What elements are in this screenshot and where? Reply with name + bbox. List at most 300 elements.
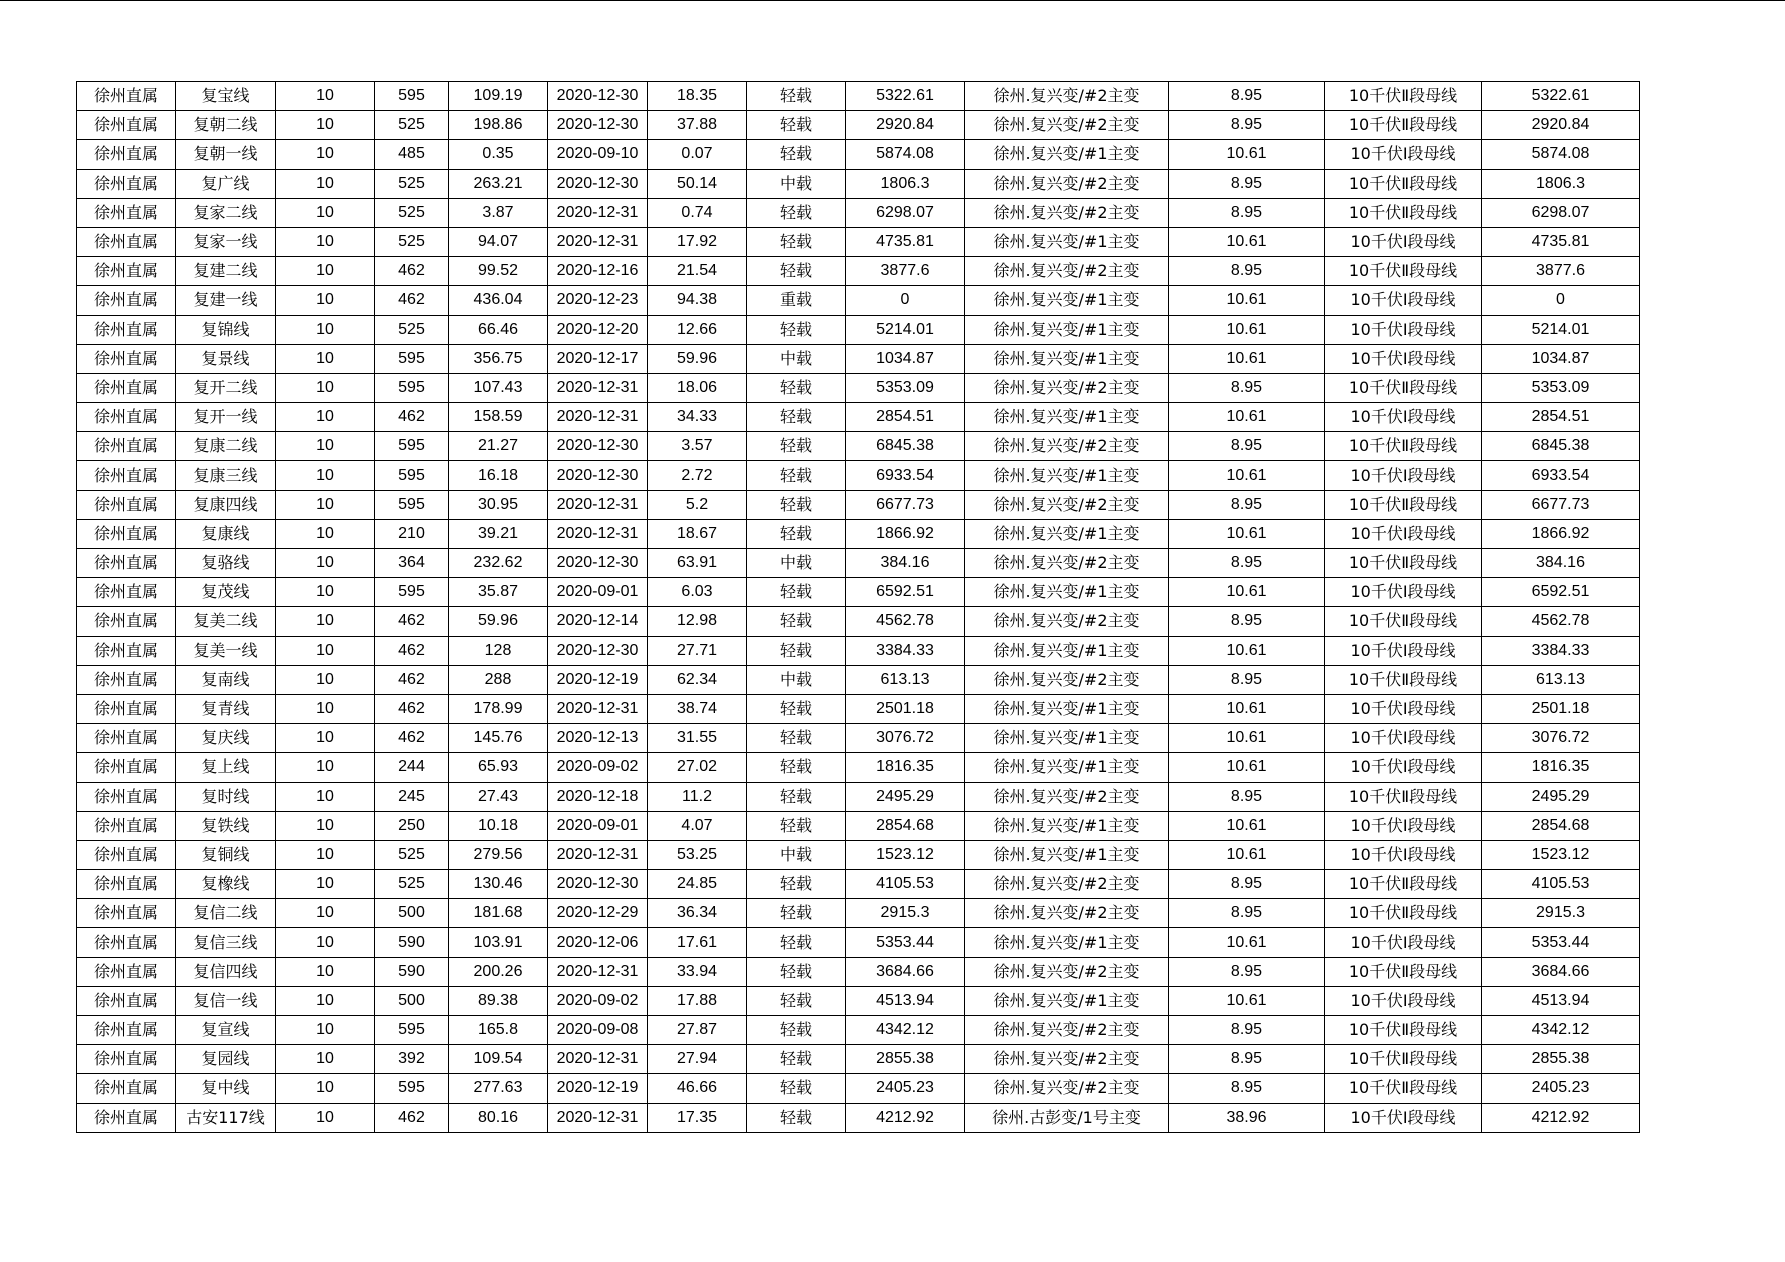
load-status-cell: 轻载 (747, 403, 846, 432)
available-capacity-cell: 2854.68 (846, 811, 965, 840)
voltage-cell: 10 (276, 986, 375, 1015)
unit-cell: 徐州直属 (77, 169, 176, 198)
load-rate-cell: 59.96 (648, 344, 747, 373)
transformer-load-cell: 8.95 (1169, 111, 1325, 140)
rated-current-cell: 525 (375, 111, 449, 140)
line-name-cell: 复信三线 (176, 928, 276, 957)
load-status-cell: 轻载 (747, 578, 846, 607)
busbar-cell: 10千伏Ⅰ段母线 (1325, 636, 1482, 665)
max-current-cell: 94.07 (449, 227, 548, 256)
transformer-cell: 徐州.古彭变/1号主变 (965, 1103, 1169, 1132)
max-current-cell: 288 (449, 665, 548, 694)
voltage-cell: 10 (276, 724, 375, 753)
available-capacity-cell: 2501.18 (846, 694, 965, 723)
transformer-load-cell: 8.95 (1169, 432, 1325, 461)
available-capacity-cell: 5214.01 (846, 315, 965, 344)
date-cell: 2020-12-30 (548, 870, 648, 899)
busbar-cell: 10千伏Ⅱ段母线 (1325, 549, 1482, 578)
busbar-cell: 10千伏Ⅱ段母线 (1325, 82, 1482, 111)
line-name-cell: 复康线 (176, 519, 276, 548)
capacity-cell: 3384.33 (1482, 636, 1640, 665)
busbar-cell: 10千伏Ⅱ段母线 (1325, 432, 1482, 461)
transformer-load-cell: 10.61 (1169, 344, 1325, 373)
capacity-cell: 6298.07 (1482, 198, 1640, 227)
load-status-cell: 轻载 (747, 1045, 846, 1074)
load-status-cell: 轻载 (747, 461, 846, 490)
date-cell: 2020-12-31 (548, 694, 648, 723)
busbar-cell: 10千伏Ⅱ段母线 (1325, 957, 1482, 986)
table-row (77, 986, 1640, 1015)
table-row (77, 782, 1640, 811)
load-status-cell: 轻载 (747, 870, 846, 899)
transformer-cell: 徐州.复兴变/#1主变 (965, 986, 1169, 1015)
date-cell: 2020-12-31 (548, 957, 648, 986)
available-capacity-cell: 3384.33 (846, 636, 965, 665)
transformer-load-cell: 10.61 (1169, 519, 1325, 548)
line-name-cell: 复庆线 (176, 724, 276, 753)
voltage-cell: 10 (276, 665, 375, 694)
date-cell: 2020-12-30 (548, 111, 648, 140)
voltage-cell: 10 (276, 198, 375, 227)
line-name-cell: 复锦线 (176, 315, 276, 344)
line-name-cell: 复康二线 (176, 432, 276, 461)
load-rate-cell: 27.02 (648, 753, 747, 782)
busbar-cell: 10千伏Ⅰ段母线 (1325, 724, 1482, 753)
voltage-cell: 10 (276, 694, 375, 723)
load-rate-cell: 53.25 (648, 840, 747, 869)
available-capacity-cell: 2495.29 (846, 782, 965, 811)
transformer-cell: 徐州.复兴变/#1主变 (965, 140, 1169, 169)
table-row (77, 957, 1640, 986)
capacity-cell: 2405.23 (1482, 1074, 1640, 1103)
available-capacity-cell: 2854.51 (846, 403, 965, 432)
transformer-load-cell: 10.61 (1169, 724, 1325, 753)
table-row (77, 198, 1640, 227)
busbar-cell: 10千伏Ⅰ段母线 (1325, 286, 1482, 315)
line-name-cell: 复上线 (176, 753, 276, 782)
load-status-cell: 轻载 (747, 257, 846, 286)
load-rate-cell: 24.85 (648, 870, 747, 899)
max-current-cell: 89.38 (449, 986, 548, 1015)
line-name-cell: 复美一线 (176, 636, 276, 665)
rated-current-cell: 525 (375, 198, 449, 227)
unit-cell: 徐州直属 (77, 753, 176, 782)
busbar-cell: 10千伏Ⅰ段母线 (1325, 227, 1482, 256)
capacity-cell: 1034.87 (1482, 344, 1640, 373)
rated-current-cell: 500 (375, 899, 449, 928)
rated-current-cell: 462 (375, 403, 449, 432)
max-current-cell: 109.54 (449, 1045, 548, 1074)
table-row (77, 111, 1640, 140)
unit-cell: 徐州直属 (77, 519, 176, 548)
rated-current-cell: 525 (375, 169, 449, 198)
voltage-cell: 10 (276, 227, 375, 256)
line-name-cell: 复建二线 (176, 257, 276, 286)
load-status-cell: 轻载 (747, 986, 846, 1015)
transformer-load-cell: 10.61 (1169, 578, 1325, 607)
available-capacity-cell: 1866.92 (846, 519, 965, 548)
capacity-cell: 3684.66 (1482, 957, 1640, 986)
rated-current-cell: 590 (375, 957, 449, 986)
table-row (77, 1016, 1640, 1045)
unit-cell: 徐州直属 (77, 840, 176, 869)
busbar-cell: 10千伏Ⅱ段母线 (1325, 870, 1482, 899)
transformer-load-cell: 8.95 (1169, 257, 1325, 286)
page-top-rule (0, 0, 1785, 1)
load-status-cell: 轻载 (747, 140, 846, 169)
load-status-cell: 轻载 (747, 753, 846, 782)
busbar-cell: 10千伏Ⅰ段母线 (1325, 140, 1482, 169)
rated-current-cell: 364 (375, 549, 449, 578)
table-row (77, 694, 1640, 723)
table-row (77, 549, 1640, 578)
capacity-cell: 6592.51 (1482, 578, 1640, 607)
capacity-cell: 5322.61 (1482, 82, 1640, 111)
load-rate-cell: 33.94 (648, 957, 747, 986)
max-current-cell: 356.75 (449, 344, 548, 373)
load-status-cell: 轻载 (747, 198, 846, 227)
table-row (77, 344, 1640, 373)
available-capacity-cell: 613.13 (846, 665, 965, 694)
rated-current-cell: 595 (375, 490, 449, 519)
available-capacity-cell: 1034.87 (846, 344, 965, 373)
date-cell: 2020-12-30 (548, 461, 648, 490)
available-capacity-cell: 2915.3 (846, 899, 965, 928)
load-status-cell: 轻载 (747, 1103, 846, 1132)
line-name-cell: 复铁线 (176, 811, 276, 840)
date-cell: 2020-12-30 (548, 169, 648, 198)
busbar-cell: 10千伏Ⅱ段母线 (1325, 169, 1482, 198)
busbar-cell: 10千伏Ⅰ段母线 (1325, 928, 1482, 957)
busbar-cell: 10千伏Ⅱ段母线 (1325, 490, 1482, 519)
available-capacity-cell: 2405.23 (846, 1074, 965, 1103)
transformer-cell: 徐州.复兴变/#1主变 (965, 578, 1169, 607)
available-capacity-cell: 5353.44 (846, 928, 965, 957)
unit-cell: 徐州直属 (77, 607, 176, 636)
table-row (77, 286, 1640, 315)
max-current-cell: 80.16 (449, 1103, 548, 1132)
table-row (77, 665, 1640, 694)
max-current-cell: 181.68 (449, 899, 548, 928)
table-row (77, 1045, 1640, 1074)
line-name-cell: 复家二线 (176, 198, 276, 227)
date-cell: 2020-12-19 (548, 665, 648, 694)
load-rate-cell: 4.07 (648, 811, 747, 840)
date-cell: 2020-12-13 (548, 724, 648, 753)
date-cell: 2020-12-31 (548, 373, 648, 402)
transformer-load-cell: 10.61 (1169, 286, 1325, 315)
rated-current-cell: 595 (375, 1016, 449, 1045)
transformer-cell: 徐州.复兴变/#2主变 (965, 1045, 1169, 1074)
available-capacity-cell: 2920.84 (846, 111, 965, 140)
capacity-cell: 0 (1482, 286, 1640, 315)
load-status-cell: 中载 (747, 169, 846, 198)
available-capacity-cell: 5353.09 (846, 373, 965, 402)
table-row (77, 82, 1640, 111)
max-current-cell: 39.21 (449, 519, 548, 548)
available-capacity-cell: 1816.35 (846, 753, 965, 782)
transformer-cell: 徐州.复兴变/#1主变 (965, 315, 1169, 344)
transformer-cell: 徐州.复兴变/#2主变 (965, 198, 1169, 227)
available-capacity-cell: 1523.12 (846, 840, 965, 869)
transformer-load-cell: 8.95 (1169, 899, 1325, 928)
voltage-cell: 10 (276, 169, 375, 198)
available-capacity-cell: 5874.08 (846, 140, 965, 169)
date-cell: 2020-12-31 (548, 490, 648, 519)
transformer-load-cell: 10.61 (1169, 403, 1325, 432)
available-capacity-cell: 4513.94 (846, 986, 965, 1015)
load-status-cell: 轻载 (747, 111, 846, 140)
table-row (77, 753, 1640, 782)
rated-current-cell: 525 (375, 870, 449, 899)
unit-cell: 徐州直属 (77, 111, 176, 140)
transformer-load-cell: 10.61 (1169, 461, 1325, 490)
unit-cell: 徐州直属 (77, 811, 176, 840)
transformer-load-cell: 8.95 (1169, 782, 1325, 811)
unit-cell: 徐州直属 (77, 1016, 176, 1045)
available-capacity-cell: 3684.66 (846, 957, 965, 986)
line-name-cell: 复宣线 (176, 1016, 276, 1045)
line-name-cell: 复开一线 (176, 403, 276, 432)
line-name-cell: 复信四线 (176, 957, 276, 986)
voltage-cell: 10 (276, 111, 375, 140)
available-capacity-cell: 5322.61 (846, 82, 965, 111)
rated-current-cell: 462 (375, 257, 449, 286)
rated-current-cell: 244 (375, 753, 449, 782)
date-cell: 2020-12-14 (548, 607, 648, 636)
date-cell: 2020-12-30 (548, 82, 648, 111)
table-row (77, 578, 1640, 607)
table-row (77, 432, 1640, 461)
unit-cell: 徐州直属 (77, 549, 176, 578)
load-rate-cell: 18.67 (648, 519, 747, 548)
date-cell: 2020-12-31 (548, 403, 648, 432)
unit-cell: 徐州直属 (77, 986, 176, 1015)
capacity-cell: 1816.35 (1482, 753, 1640, 782)
load-status-cell: 轻载 (747, 1016, 846, 1045)
available-capacity-cell: 4212.92 (846, 1103, 965, 1132)
transformer-load-cell: 10.61 (1169, 928, 1325, 957)
voltage-cell: 10 (276, 1074, 375, 1103)
voltage-cell: 10 (276, 373, 375, 402)
unit-cell: 徐州直属 (77, 198, 176, 227)
transformer-cell: 徐州.复兴变/#1主变 (965, 724, 1169, 753)
transformer-load-cell: 10.61 (1169, 694, 1325, 723)
load-rate-cell: 11.2 (648, 782, 747, 811)
unit-cell: 徐州直属 (77, 490, 176, 519)
transformer-cell: 徐州.复兴变/#1主变 (965, 519, 1169, 548)
date-cell: 2020-12-20 (548, 315, 648, 344)
capacity-cell: 1866.92 (1482, 519, 1640, 548)
date-cell: 2020-12-30 (548, 549, 648, 578)
load-status-cell: 重载 (747, 286, 846, 315)
busbar-cell: 10千伏Ⅰ段母线 (1325, 519, 1482, 548)
available-capacity-cell: 384.16 (846, 549, 965, 578)
load-status-cell: 中载 (747, 549, 846, 578)
date-cell: 2020-09-02 (548, 753, 648, 782)
date-cell: 2020-12-31 (548, 227, 648, 256)
transformer-cell: 徐州.复兴变/#2主变 (965, 899, 1169, 928)
transformer-cell: 徐州.复兴变/#2主变 (965, 111, 1169, 140)
date-cell: 2020-09-08 (548, 1016, 648, 1045)
rated-current-cell: 595 (375, 461, 449, 490)
available-capacity-cell: 3076.72 (846, 724, 965, 753)
max-current-cell: 178.99 (449, 694, 548, 723)
voltage-cell: 10 (276, 490, 375, 519)
voltage-cell: 10 (276, 1103, 375, 1132)
transformer-load-cell: 8.95 (1169, 870, 1325, 899)
load-status-cell: 轻载 (747, 1074, 846, 1103)
transformer-cell: 徐州.复兴变/#2主变 (965, 1016, 1169, 1045)
unit-cell: 徐州直属 (77, 694, 176, 723)
available-capacity-cell: 1806.3 (846, 169, 965, 198)
load-rate-cell: 17.35 (648, 1103, 747, 1132)
load-rate-cell: 6.03 (648, 578, 747, 607)
busbar-cell: 10千伏Ⅱ段母线 (1325, 111, 1482, 140)
available-capacity-cell: 0 (846, 286, 965, 315)
voltage-cell: 10 (276, 315, 375, 344)
capacity-cell: 1523.12 (1482, 840, 1640, 869)
transformer-cell: 徐州.复兴变/#2主变 (965, 782, 1169, 811)
transformer-cell: 徐州.复兴变/#1主变 (965, 286, 1169, 315)
unit-cell: 徐州直属 (77, 286, 176, 315)
rated-current-cell: 462 (375, 636, 449, 665)
max-current-cell: 130.46 (449, 870, 548, 899)
available-capacity-cell: 4735.81 (846, 227, 965, 256)
line-name-cell: 复广线 (176, 169, 276, 198)
transformer-load-cell: 8.95 (1169, 82, 1325, 111)
capacity-cell: 2855.38 (1482, 1045, 1640, 1074)
date-cell: 2020-09-10 (548, 140, 648, 169)
load-status-cell: 轻载 (747, 82, 846, 111)
transformer-cell: 徐州.复兴变/#1主变 (965, 636, 1169, 665)
load-rate-cell: 36.34 (648, 899, 747, 928)
transformer-cell: 徐州.复兴变/#2主变 (965, 82, 1169, 111)
voltage-cell: 10 (276, 782, 375, 811)
transformer-load-cell: 8.95 (1169, 169, 1325, 198)
transformer-load-cell: 8.95 (1169, 1074, 1325, 1103)
table-row (77, 899, 1640, 928)
transformer-cell: 徐州.复兴变/#1主变 (965, 928, 1169, 957)
line-name-cell: 复朝一线 (176, 140, 276, 169)
rated-current-cell: 525 (375, 315, 449, 344)
unit-cell: 徐州直属 (77, 227, 176, 256)
line-name-cell: 复宝线 (176, 82, 276, 111)
rated-current-cell: 462 (375, 607, 449, 636)
transformer-load-cell: 10.61 (1169, 227, 1325, 256)
max-current-cell: 263.21 (449, 169, 548, 198)
busbar-cell: 10千伏Ⅱ段母线 (1325, 899, 1482, 928)
capacity-cell: 6845.38 (1482, 432, 1640, 461)
max-current-cell: 107.43 (449, 373, 548, 402)
transformer-load-cell: 8.95 (1169, 490, 1325, 519)
load-rate-cell: 3.57 (648, 432, 747, 461)
capacity-cell: 2915.3 (1482, 899, 1640, 928)
voltage-cell: 10 (276, 257, 375, 286)
rated-current-cell: 462 (375, 1103, 449, 1132)
transformer-load-cell: 38.96 (1169, 1103, 1325, 1132)
transformer-cell: 徐州.复兴变/#2主变 (965, 957, 1169, 986)
load-status-cell: 中载 (747, 840, 846, 869)
voltage-cell: 10 (276, 403, 375, 432)
transformer-cell: 徐州.复兴变/#1主变 (965, 403, 1169, 432)
load-rate-cell: 27.87 (648, 1016, 747, 1045)
date-cell: 2020-12-29 (548, 899, 648, 928)
available-capacity-cell: 3877.6 (846, 257, 965, 286)
capacity-cell: 4735.81 (1482, 227, 1640, 256)
unit-cell: 徐州直属 (77, 870, 176, 899)
busbar-cell: 10千伏Ⅰ段母线 (1325, 403, 1482, 432)
rated-current-cell: 250 (375, 811, 449, 840)
date-cell: 2020-12-30 (548, 432, 648, 461)
available-capacity-cell: 6677.73 (846, 490, 965, 519)
unit-cell: 徐州直属 (77, 899, 176, 928)
busbar-cell: 10千伏Ⅰ段母线 (1325, 811, 1482, 840)
busbar-cell: 10千伏Ⅰ段母线 (1325, 753, 1482, 782)
line-name-cell: 复园线 (176, 1045, 276, 1074)
transformer-load-cell: 8.95 (1169, 1016, 1325, 1045)
table-row (77, 840, 1640, 869)
table-row (77, 519, 1640, 548)
rated-current-cell: 595 (375, 432, 449, 461)
line-name-cell: 复建一线 (176, 286, 276, 315)
rated-current-cell: 462 (375, 694, 449, 723)
voltage-cell: 10 (276, 636, 375, 665)
line-name-cell: 复茂线 (176, 578, 276, 607)
line-name-cell: 复橡线 (176, 870, 276, 899)
capacity-cell: 4212.92 (1482, 1103, 1640, 1132)
max-current-cell: 35.87 (449, 578, 548, 607)
line-name-cell: 古安117线 (176, 1103, 276, 1132)
transformer-cell: 徐州.复兴变/#2主变 (965, 549, 1169, 578)
table-body (77, 82, 1640, 1133)
date-cell: 2020-12-31 (548, 198, 648, 227)
load-rate-cell: 46.66 (648, 1074, 747, 1103)
date-cell: 2020-12-18 (548, 782, 648, 811)
load-rate-cell: 17.88 (648, 986, 747, 1015)
load-rate-cell: 5.2 (648, 490, 747, 519)
load-rate-cell: 18.06 (648, 373, 747, 402)
line-name-cell: 复中线 (176, 1074, 276, 1103)
table-row (77, 461, 1640, 490)
table-row (77, 607, 1640, 636)
load-status-cell: 轻载 (747, 519, 846, 548)
voltage-cell: 10 (276, 899, 375, 928)
transformer-load-cell: 8.95 (1169, 373, 1325, 402)
load-rate-cell: 27.71 (648, 636, 747, 665)
line-name-cell: 复时线 (176, 782, 276, 811)
rated-current-cell: 485 (375, 140, 449, 169)
max-current-cell: 16.18 (449, 461, 548, 490)
load-status-cell: 轻载 (747, 928, 846, 957)
unit-cell: 徐州直属 (77, 636, 176, 665)
voltage-cell: 10 (276, 1045, 375, 1074)
voltage-cell: 10 (276, 344, 375, 373)
rated-current-cell: 245 (375, 782, 449, 811)
available-capacity-cell: 6845.38 (846, 432, 965, 461)
table-row (77, 315, 1640, 344)
transformer-cell: 徐州.复兴变/#2主变 (965, 607, 1169, 636)
unit-cell: 徐州直属 (77, 928, 176, 957)
available-capacity-cell: 4342.12 (846, 1016, 965, 1045)
date-cell: 2020-12-17 (548, 344, 648, 373)
rated-current-cell: 525 (375, 840, 449, 869)
busbar-cell: 10千伏Ⅰ段母线 (1325, 344, 1482, 373)
unit-cell: 徐州直属 (77, 344, 176, 373)
busbar-cell: 10千伏Ⅱ段母线 (1325, 1074, 1482, 1103)
max-current-cell: 232.62 (449, 549, 548, 578)
voltage-cell: 10 (276, 928, 375, 957)
